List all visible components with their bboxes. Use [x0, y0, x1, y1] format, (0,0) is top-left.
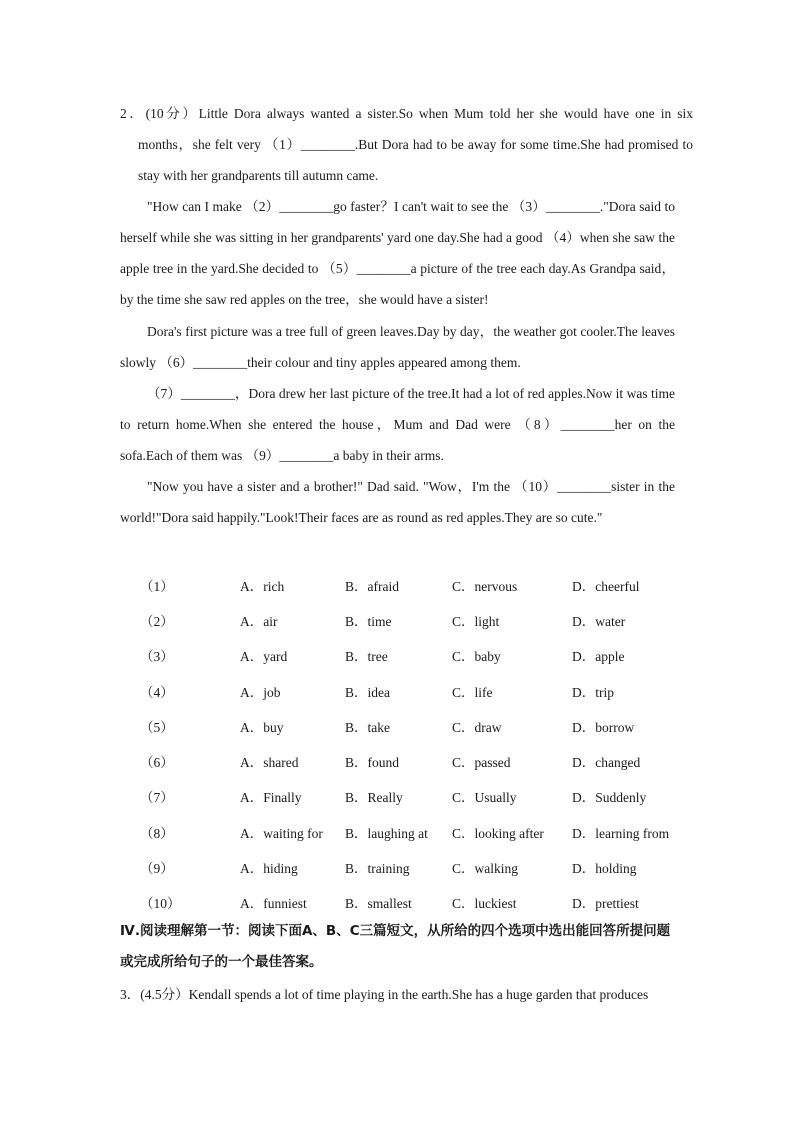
option-a: A．air	[240, 613, 278, 629]
option-d: D．prettiest	[572, 896, 639, 912]
option-number: （5）	[140, 719, 174, 735]
option-c: C．walking	[452, 861, 518, 877]
option-a: A．buy	[240, 719, 284, 735]
option-d: D．borrow	[572, 719, 635, 735]
question-3-intro: 3．(4.5分）Kendall spends a lot of time playing in the earth.She has a huge garden that produces	[120, 987, 649, 1002]
passage-paragraph-1: "How can I make （2）________go faster？I can't wait to see the （3）________."Dora said to herself while she was sitting in her grandparents' yard one day.She had a good （4）when she saw the apple tree in the yard.She decided to （5）________a picture of the tree each day.As Grandpa said，by the time she saw red apples on the tree，she would have a sister!	[120, 199, 675, 307]
option-b: B．take	[345, 719, 390, 735]
option-number: （1）	[140, 578, 174, 594]
passage-paragraph-3: （7）________，Dora drew her last picture of the tree.It had a lot of red apples.Now it was time to return home.When she entered the house，Mum and Dad were （8）________her on the sofa.Each of them was （9）________a baby in their arms.	[120, 386, 675, 463]
option-number: （3）	[140, 649, 174, 665]
option-row	[140, 743, 682, 778]
option-number: （10）	[140, 896, 181, 912]
option-c: C．Usually	[452, 790, 517, 806]
option-number: （9）	[140, 861, 174, 877]
section-4-heading: Ⅳ.阅读理解第一节：阅读下面A、B、C三篇短文，从所给的四个选项中选出能回答所提问题或完成所给句子的一个最佳答案。	[120, 923, 671, 970]
option-number: （4）	[140, 684, 174, 700]
option-c: C．draw	[452, 719, 502, 735]
option-b: B．afraid	[345, 578, 399, 594]
question-2-intro: 2．(10分）Little Dora always wanted a sister.So when Mum told her she would have one in six months，she felt very （1）________.But Dora had to be away for some time.She had promised to stay with her grandparents till autumn came.	[120, 106, 693, 183]
option-row	[140, 814, 682, 849]
option-b: B．smallest	[345, 896, 412, 912]
option-d: D．cheerful	[572, 578, 640, 594]
option-a: A．shared	[240, 755, 299, 771]
option-d: D．learning from	[572, 825, 670, 841]
option-d: D．trip	[572, 684, 614, 700]
option-row	[140, 779, 682, 814]
option-d: D．apple	[572, 649, 625, 665]
option-c: C．nervous	[452, 578, 518, 594]
option-c: C．passed	[452, 755, 511, 771]
option-d: D．changed	[572, 755, 641, 771]
option-row	[140, 708, 682, 743]
option-d: D．water	[572, 613, 626, 629]
option-b: B．time	[345, 613, 392, 629]
option-a: A．waiting for	[240, 825, 323, 841]
option-a: A．hiding	[240, 861, 298, 877]
option-a: A．funniest	[240, 896, 307, 912]
option-b: B．found	[345, 755, 399, 771]
option-c: C．looking after	[452, 825, 544, 841]
option-b: B．idea	[345, 684, 390, 700]
option-b: B．Really	[345, 790, 403, 806]
option-c: C．luckiest	[452, 896, 517, 912]
option-number: （7）	[140, 790, 174, 806]
option-b: B．training	[345, 861, 410, 877]
option-row	[140, 849, 682, 884]
option-c: C．baby	[452, 649, 501, 665]
passage-paragraph-2: Dora's first picture was a tree full of green leaves.Day by day，the weather got cooler.The leaves slowly （6）________their colour and tiny apples appeared among them.	[120, 324, 675, 370]
option-number: （8）	[140, 825, 174, 841]
option-b: B．laughing at	[345, 825, 428, 841]
option-c: C．light	[452, 613, 500, 629]
option-row	[140, 885, 682, 920]
option-row	[140, 638, 682, 673]
option-c: C．life	[452, 684, 493, 700]
option-a: A．rich	[240, 578, 285, 594]
option-d: D．Suddenly	[572, 790, 647, 806]
option-row	[140, 567, 682, 602]
option-row	[140, 673, 682, 708]
option-a: A．yard	[240, 649, 288, 665]
option-number: （6）	[140, 755, 174, 771]
option-b: B．tree	[345, 649, 388, 665]
option-a: A．Finally	[240, 790, 302, 806]
option-a: A．job	[240, 684, 281, 700]
passage-paragraph-4: "Now you have a sister and a brother!" Dad said. "Wow，I'm the （10）________sister in the world!"Dora said happily."Look!Their faces are as round as red apples.They are so cute."	[120, 479, 675, 525]
options-table	[140, 567, 682, 920]
option-row	[140, 602, 682, 637]
option-number: （2）	[140, 613, 174, 629]
option-d: D．holding	[572, 861, 637, 877]
